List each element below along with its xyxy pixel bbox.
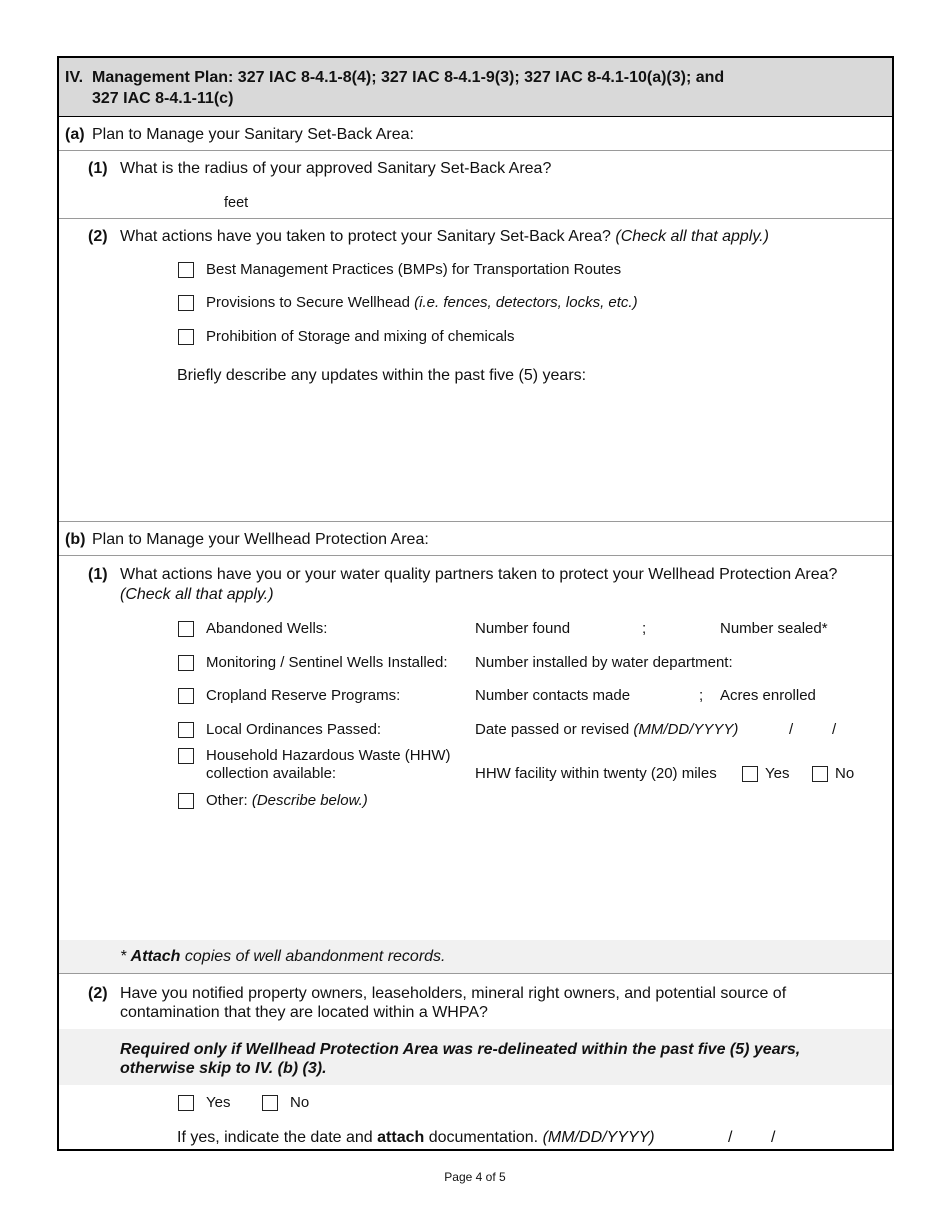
hhw-yes-label: Yes bbox=[765, 765, 790, 782]
abandonment-note bbox=[120, 947, 446, 966]
acres-enrolled-label: Acres enrolled bbox=[720, 687, 816, 704]
notified-yes-label: Yes bbox=[206, 1094, 231, 1111]
section-title-line2: 327 IAC 8-4.1-11(c) bbox=[92, 90, 234, 107]
question-a1-text: What is the radius of your approved Sanitary Set-Back Area? bbox=[120, 160, 552, 177]
section-roman: IV. bbox=[65, 69, 84, 86]
number-sealed-label: Number sealed* bbox=[720, 620, 828, 637]
section-title-line1: Management Plan: 327 IAC 8-4.1-8(4); 327 IAC 8-4.1-9(3); 327 IAC 8-4.1-10(a)(3); and bbox=[92, 69, 725, 86]
cropland-reserve-label: Cropland Reserve Programs: bbox=[206, 687, 401, 704]
hhw-yes-checkbox[interactable] bbox=[742, 766, 758, 782]
section-b-title: Plan to Manage your Wellhead Protection Area: bbox=[92, 531, 429, 548]
divider bbox=[59, 555, 892, 556]
requirement-line1: Required only if Wellhead Protection Area was re-delineated within the past five (5) years, bbox=[120, 1041, 801, 1058]
date-slash: / bbox=[728, 1129, 733, 1146]
question-a2-number: (2) bbox=[88, 228, 108, 245]
date-slash: / bbox=[789, 721, 794, 738]
monitoring-wells-checkbox[interactable] bbox=[178, 655, 194, 671]
date-passed-text: Date passed or revised bbox=[475, 721, 630, 738]
hhw-checkbox[interactable] bbox=[178, 748, 194, 764]
date-post: documentation. bbox=[424, 1129, 539, 1146]
date-pre: If yes, indicate the date and bbox=[177, 1129, 378, 1146]
secure-wellhead-option bbox=[206, 294, 638, 312]
date-slash: / bbox=[771, 1129, 776, 1146]
hhw-label-line1: Household Hazardous Waste (HHW) bbox=[206, 747, 451, 764]
separator: ; bbox=[642, 620, 647, 637]
section-header bbox=[59, 58, 892, 117]
number-found-label: Number found bbox=[475, 620, 571, 637]
describe-updates-area[interactable] bbox=[177, 390, 877, 518]
chemical-prohibition-label: Prohibition of Storage and mixing of chemicals bbox=[206, 328, 515, 345]
other-checkbox[interactable] bbox=[178, 793, 194, 809]
section-a-label: (a) bbox=[65, 126, 85, 143]
other-description-area[interactable] bbox=[177, 816, 877, 936]
other-option bbox=[206, 792, 368, 810]
bmp-checkbox[interactable] bbox=[178, 262, 194, 278]
section-a-title: Plan to Manage your Sanitary Set-Back Area: bbox=[92, 126, 414, 143]
question-a2 bbox=[120, 227, 769, 246]
other-hint: (Describe below.) bbox=[251, 792, 368, 809]
local-ordinances-label: Local Ordinances Passed: bbox=[206, 721, 382, 738]
question-b1-number: (1) bbox=[88, 566, 108, 583]
number-installed-label: Number installed by water department: bbox=[475, 654, 733, 671]
hhw-no-label: No bbox=[835, 765, 855, 782]
question-b2-line2: contamination that they are located within a WHPA? bbox=[120, 1004, 488, 1021]
cropland-reserve-checkbox[interactable] bbox=[178, 688, 194, 704]
section-b-label: (b) bbox=[65, 531, 86, 548]
local-ordinances-checkbox[interactable] bbox=[178, 722, 194, 738]
abandoned-wells-label: Abandoned Wells: bbox=[206, 620, 328, 637]
page-number: Page 4 of 5 bbox=[444, 1170, 506, 1184]
date-slash: / bbox=[832, 721, 837, 738]
separator: ; bbox=[699, 687, 704, 704]
bmp-label: Best Management Practices (BMPs) for Transportation Routes bbox=[206, 261, 622, 278]
hhw-label-line2: collection available: bbox=[206, 765, 337, 782]
note-attach: Attach bbox=[130, 948, 181, 965]
question-b2-number: (2) bbox=[88, 985, 108, 1002]
notification-date-label bbox=[177, 1128, 655, 1147]
date-attach: attach bbox=[377, 1129, 425, 1146]
hhw-facility-label: HHW facility within twenty (20) miles bbox=[475, 765, 717, 782]
radius-unit: feet bbox=[224, 195, 249, 211]
divider bbox=[59, 150, 892, 151]
question-a2-hint: (Check all that apply.) bbox=[615, 228, 769, 245]
question-b1-hint: (Check all that apply.) bbox=[120, 586, 274, 603]
notified-yes-checkbox[interactable] bbox=[178, 1095, 194, 1111]
question-b1-text: What actions have you or your water quality partners taken to protect your Wellhead Protection Area? bbox=[120, 566, 838, 583]
monitoring-wells-label: Monitoring / Sentinel Wells Installed: bbox=[206, 654, 448, 671]
note-star: * bbox=[120, 948, 131, 965]
describe-updates-label: Briefly describe any updates within the past five (5) years: bbox=[177, 367, 587, 384]
chemical-prohibition-checkbox[interactable] bbox=[178, 329, 194, 345]
notified-no-checkbox[interactable] bbox=[262, 1095, 278, 1111]
question-b2-line1: Have you notified property owners, leaseholders, mineral right owners, and potential source of bbox=[120, 985, 787, 1002]
other-label: Other: bbox=[206, 792, 248, 809]
note-text: copies of well abandonment records. bbox=[180, 948, 446, 965]
question-a2-text: What actions have you taken to protect your Sanitary Set-Back Area? bbox=[120, 228, 611, 245]
date-passed-label bbox=[475, 721, 738, 739]
date-format-hint: (MM/DD/YYYY) bbox=[542, 1129, 655, 1146]
requirement-line2: otherwise skip to IV. (b) (3). bbox=[120, 1060, 327, 1077]
secure-wellhead-hint: (i.e. fences, detectors, locks, etc.) bbox=[414, 294, 638, 311]
abandoned-wells-checkbox[interactable] bbox=[178, 621, 194, 637]
secure-wellhead-label: Provisions to Secure Wellhead bbox=[206, 294, 410, 311]
management-plan-form bbox=[57, 56, 894, 1151]
divider bbox=[59, 973, 892, 974]
question-a1-number: (1) bbox=[88, 160, 108, 177]
notified-no-label: No bbox=[290, 1094, 310, 1111]
divider bbox=[59, 218, 892, 219]
hhw-no-checkbox[interactable] bbox=[812, 766, 828, 782]
divider bbox=[59, 521, 892, 522]
secure-wellhead-checkbox[interactable] bbox=[178, 295, 194, 311]
number-contacts-label: Number contacts made bbox=[475, 687, 631, 704]
date-format-hint: (MM/DD/YYYY) bbox=[633, 721, 739, 738]
